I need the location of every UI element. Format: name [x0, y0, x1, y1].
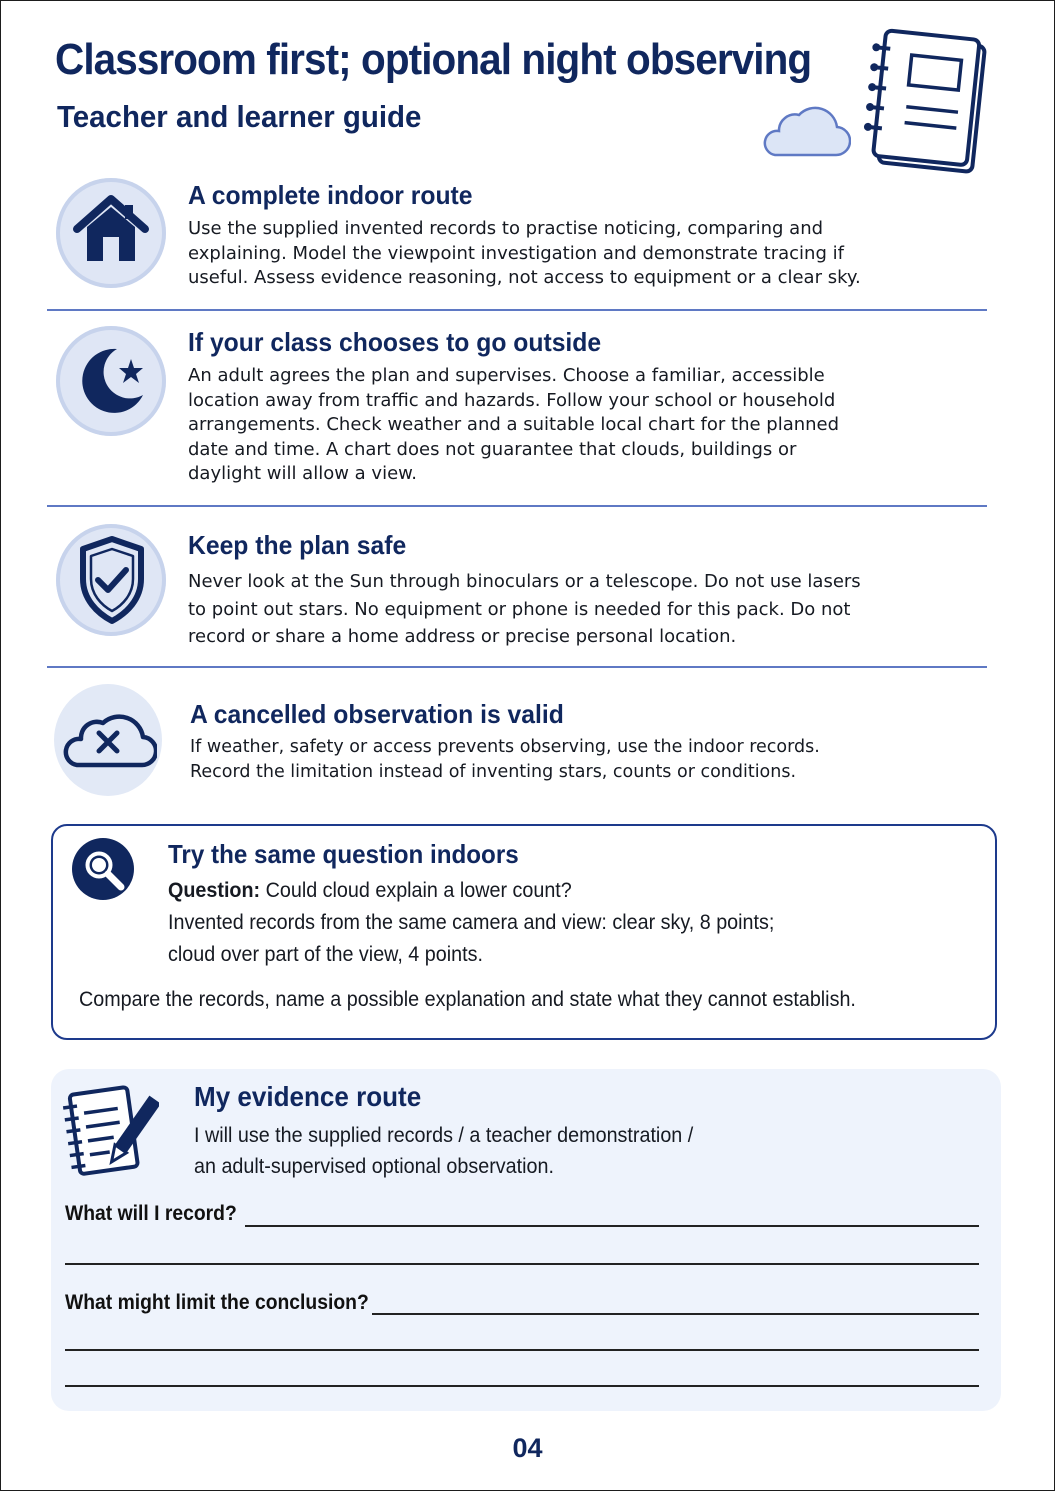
- text-line: to point out stars. No equipment or phone is needed for this pack. Do not: [188, 598, 851, 620]
- prompt-limit-label: What might limit the conclusion?: [65, 1291, 369, 1314]
- text-line: useful. Assess evidence reasoning, not access to equipment or a clear sky.: [188, 267, 861, 288]
- try-task: Compare the records, name a possible explanation and state what they cannot establish.: [79, 988, 856, 1011]
- section-text: [188, 364, 839, 487]
- section-heading: Keep the plan safe: [188, 530, 407, 560]
- evidence-text: I will use the supplied records / a teacher demonstration /: [194, 1124, 694, 1147]
- text-line: arrangements. Check weather and a suitable local chart for the planned: [188, 414, 840, 435]
- write-line-limit[interactable]: [372, 1313, 979, 1315]
- magnifier-icon: [71, 837, 135, 901]
- write-line-record[interactable]: [65, 1263, 979, 1265]
- page-subtitle: Teacher and learner guide: [57, 99, 422, 134]
- try-question: [168, 879, 572, 903]
- divider: [47, 309, 987, 311]
- text-line: If weather, safety or access prevents observing, use the indoor records.: [190, 737, 820, 757]
- section-text: [188, 568, 861, 651]
- evidence-text: an adult-supervised optional observation.: [194, 1155, 554, 1178]
- text-line: date and time. A chart does not guarantee that clouds, buildings or: [188, 438, 797, 460]
- text-line: explaining. Model the viewpoint investigation and demonstrate tracing if: [188, 242, 844, 264]
- try-record: Invented records from the same camera and view: clear sky, 8 points;: [168, 911, 775, 934]
- evidence-route-panel: [51, 1069, 1001, 1411]
- try-heading: Try the same question indoors: [168, 839, 519, 869]
- section-heading: If your class chooses to go outside: [188, 327, 602, 357]
- cloud-icon: [759, 101, 851, 159]
- divider: [47, 505, 987, 507]
- notepad-pencil-icon: [61, 1081, 159, 1181]
- question-label: Question:: [168, 879, 261, 902]
- text-line: record or share a home address or precise personal location.: [188, 626, 737, 647]
- house-icon: [73, 193, 149, 267]
- shield-check-icon: [79, 535, 145, 625]
- page-title: Classroom first; optional night observing: [55, 35, 812, 84]
- text-line: Record the limitation instead of inventing stars, counts or conditions.: [190, 761, 797, 782]
- spiral-notebook-icon: [863, 27, 993, 175]
- text-line: An adult agrees the plan and supervises. Choose a familiar, accessible: [188, 365, 825, 386]
- text-line: daylight will allow a view.: [188, 463, 417, 484]
- moon-star-icon: [77, 343, 151, 417]
- divider: [47, 666, 987, 668]
- section-text: [188, 217, 861, 291]
- try-record: cloud over part of the view, 4 points.: [168, 943, 483, 966]
- section-heading: A cancelled observation is valid: [190, 699, 564, 729]
- section-heading: A complete indoor route: [188, 180, 473, 210]
- write-line-record[interactable]: [245, 1225, 979, 1227]
- page-number: 04: [512, 1433, 543, 1463]
- text-line: Use the supplied invented records to practise noticing, comparing and: [188, 218, 824, 239]
- section-text: [190, 735, 820, 784]
- write-line-limit[interactable]: [65, 1349, 979, 1351]
- write-line-limit[interactable]: [65, 1385, 979, 1387]
- prompt-record-label: What will I record?: [65, 1202, 237, 1225]
- text-line: location away from traffic and hazards. Follow your school or household: [188, 389, 836, 411]
- question-text: Could cloud explain a lower count?: [260, 879, 572, 902]
- cloud-cancel-icon: [61, 709, 157, 769]
- evidence-heading: My evidence route: [194, 1081, 422, 1112]
- text-line: Never look at the Sun through binoculars or a telescope. Do not use lasers: [188, 571, 861, 592]
